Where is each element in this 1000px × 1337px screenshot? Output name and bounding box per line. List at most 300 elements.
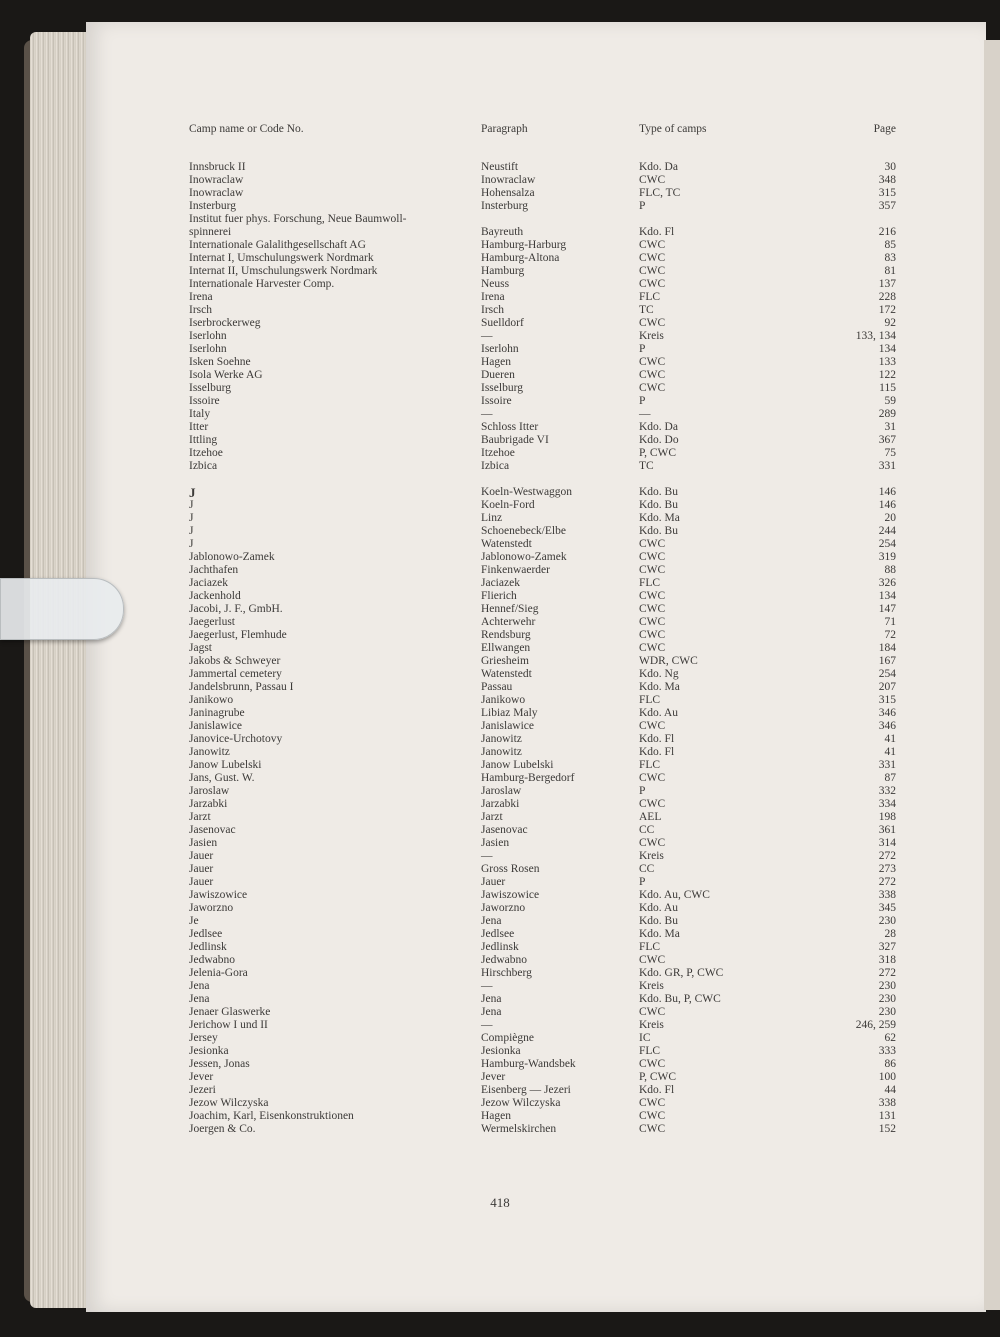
row-page: 172 [878,304,896,316]
row-type: CWC [639,720,666,732]
row-type: P, CWC [639,447,677,459]
row-page: 332 [878,785,896,797]
row-camp-name: Janowitz [189,746,230,758]
row-camp-name: Jasenovac [189,824,236,836]
row-camp-name: Jasien [189,837,218,849]
row-camp-name: Jawiszowice [189,889,248,901]
row-page: 62 [884,1032,896,1044]
row-paragraph: Hamburg-Harburg [481,239,567,251]
row-paragraph: Eisenberg — Jezeri [481,1084,571,1096]
row-camp-name: Isola Werke AG [189,369,263,381]
row-paragraph: Jedlsee [481,928,515,940]
row-type: P [639,876,646,888]
row-type: FLC [639,577,661,589]
row-type: Kdo. Au [639,707,678,719]
row-type: P [639,343,646,355]
row-type: CWC [639,252,666,264]
row-camp-name: Isken Soehne [189,356,251,368]
row-page: 272 [878,850,896,862]
row-type: CWC [639,564,666,576]
row-page: 318 [878,954,896,966]
row-paragraph: Linz [481,512,503,524]
row-type: CWC [639,356,666,368]
row-paragraph: Bayreuth [481,226,524,238]
row-camp-name: Jena [189,980,210,992]
row-camp-name: Joergen & Co. [189,1123,256,1135]
row-page: 72 [884,629,896,641]
row-type: CWC [639,174,666,186]
row-type: CWC [639,1123,666,1135]
row-page: 81 [884,265,896,277]
row-page: 28 [884,928,896,940]
row-page: 71 [884,616,896,628]
row-camp-name: Iserbrockerweg [189,317,261,329]
row-type: Kdo. Fl [639,746,675,758]
row-paragraph: Isselburg [481,382,523,394]
row-camp-name: Janovice-Urchotovy [189,733,283,745]
row-page: 207 [878,681,896,693]
row-camp-name: Itzehoe [189,447,223,459]
row-type: Kreis [639,850,664,862]
row-camp-name: Jarzt [189,811,211,823]
row-page: 41 [884,733,896,745]
row-type: CWC [639,629,666,641]
row-type: Kdo. Ng [639,668,679,680]
row-type: CWC [639,590,666,602]
row-paragraph: Finkenwaerder [481,564,550,576]
row-camp-name: Internationale Galalithgesellschaft AG [189,239,366,251]
row-paragraph: — [481,1019,493,1031]
row-page: 230 [878,980,896,992]
row-type: Kdo. GR, P, CWC [639,967,724,979]
row-camp-name: Jackenhold [189,590,241,602]
row-type: — [639,408,651,420]
row-paragraph: Hamburg [481,265,525,277]
row-page: 361 [878,824,896,836]
row-page: 147 [878,603,896,615]
row-paragraph: — [481,408,493,420]
row-page: 314 [878,837,896,849]
row-page: 326 [878,577,896,589]
row-camp-name: Jever [189,1071,214,1083]
row-page: 31 [884,421,896,433]
row-page: 289 [878,408,896,420]
row-paragraph: Neuss [481,278,510,290]
header-type: Type of camps [639,123,707,135]
row-paragraph: Dueren [481,369,515,381]
row-type: WDR, CWC [639,655,698,667]
row-paragraph: Flierich [481,590,517,602]
row-paragraph: Gross Rosen [481,863,540,875]
row-page: 254 [878,668,896,680]
row-paragraph: — [481,850,493,862]
row-paragraph: Jesionka [481,1045,521,1057]
row-type: Kdo. Ma [639,681,680,693]
row-camp-name: Jarzabki [189,798,228,810]
row-camp-name: Jelenia-Gora [189,967,248,979]
row-camp-name: Jacobi, J. F., GmbH. [189,603,283,615]
row-paragraph: Wermelskirchen [481,1123,557,1135]
row-camp-name: Jena [189,993,210,1005]
row-paragraph: Jaroslaw [481,785,522,797]
row-paragraph: Jezow Wilczyska [481,1097,561,1109]
row-type: Kdo. Bu [639,525,678,537]
row-camp-name: Janow Lubelski [189,759,262,771]
row-type: Kdo. Do [639,434,679,446]
row-paragraph: Jena [481,1006,502,1018]
row-paragraph: Jena [481,915,502,927]
row-page: 152 [878,1123,896,1135]
row-paragraph: Izbica [481,460,510,472]
row-page: 348 [878,174,896,186]
row-paragraph: Irena [481,291,505,303]
row-type: Kreis [639,330,664,342]
row-type: Kdo. Da [639,421,678,433]
row-type: CC [639,863,655,875]
row-camp-name: Janikowo [189,694,234,706]
row-camp-name: Irsch [189,304,212,316]
row-camp-name: spinnerei [189,226,232,238]
row-paragraph: Passau [481,681,513,693]
row-page: 59 [884,395,896,407]
row-page: 83 [884,252,896,264]
row-type: Kdo. Da [639,161,678,173]
row-paragraph: Jablonowo-Zamek [481,551,567,563]
row-paragraph: Neustift [481,161,519,173]
row-type: CC [639,824,655,836]
row-camp-name: Jammertal cemetery [189,668,282,680]
row-camp-name: Jablonowo-Zamek [189,551,275,563]
row-camp-name: Jerichow I und II [189,1019,268,1031]
header-page: Page [873,123,896,135]
row-camp-name: Irena [189,291,213,303]
row-page: 86 [884,1058,896,1070]
row-type: Kdo. Au, CWC [639,889,710,901]
row-camp-name: Inowraclaw [189,174,244,186]
row-type: CWC [639,278,666,290]
row-page: 115 [879,382,896,394]
row-camp-name: Jaciazek [189,577,228,589]
row-page: 273 [878,863,896,875]
row-type: P, CWC [639,1071,677,1083]
row-page: 254 [878,538,896,550]
row-paragraph: Ellwangen [481,642,531,654]
bookmark-tab [0,578,124,640]
row-type: CWC [639,369,666,381]
row-paragraph: Watenstedt [481,668,532,680]
row-type: CWC [639,616,666,628]
row-camp-name: Jauer [189,863,214,875]
row-camp-name: Janislawice [189,720,243,732]
row-paragraph: Compiègne [481,1032,535,1044]
row-paragraph: Insterburg [481,200,529,212]
row-camp-name: Jezow Wilczyska [189,1097,269,1109]
row-page: 134 [878,343,896,355]
row-type: Kreis [639,980,664,992]
row-camp-name: J [189,499,194,511]
row-type: Kreis [639,1019,664,1031]
row-type: Kdo. Ma [639,512,680,524]
row-page: 41 [884,746,896,758]
row-paragraph: Janowitz [481,746,522,758]
row-camp-name: J [189,512,194,524]
row-camp-name: Innsbruck II [189,161,246,173]
row-type: FLC [639,1045,661,1057]
row-camp-name: Jauer [189,850,214,862]
row-camp-name: Jesionka [189,1045,229,1057]
row-page: 315 [878,187,896,199]
row-camp-name: Jaegerlust [189,616,235,628]
row-type: Kdo. Ma [639,928,680,940]
row-camp-name: Izbica [189,460,218,472]
row-page: 346 [878,720,896,732]
row-type: CWC [639,772,666,784]
row-camp-name: Jenaer Glaswerke [189,1006,271,1018]
row-type: P [639,395,646,407]
row-paragraph: Janow Lubelski [481,759,554,771]
row-paragraph: Koeln-Westwaggon [481,486,573,498]
row-page: 167 [878,655,896,667]
row-paragraph: Koeln-Ford [481,499,535,511]
row-page: 100 [878,1071,896,1083]
row-page: 30 [884,161,896,173]
row-paragraph: Jena [481,993,502,1005]
row-type: FLC, TC [639,187,681,199]
row-paragraph: Schoenebeck/Elbe [481,525,566,537]
row-type: Kdo. Fl [639,733,675,745]
row-type: Kdo. Bu [639,499,678,511]
row-paragraph: Jasien [481,837,510,849]
row-paragraph: Jawiszowice [481,889,540,901]
row-camp-name: Jessen, Jonas [189,1058,250,1070]
row-type: CWC [639,538,666,550]
row-page: 315 [878,694,896,706]
row-paragraph: — [481,980,493,992]
row-type: CWC [639,1097,666,1109]
row-type: Kdo. Bu, P, CWC [639,993,721,1005]
row-type: Kdo. Fl [639,226,675,238]
row-page: 230 [878,1006,896,1018]
row-type: CWC [639,603,666,615]
row-camp-name: J [189,485,196,500]
row-type: IC [639,1032,651,1044]
row-paragraph: Iserlohn [481,343,519,355]
row-type: P [639,785,646,797]
row-paragraph: Griesheim [481,655,529,667]
row-paragraph: Hamburg-Altona [481,252,560,264]
row-page: 184 [878,642,896,654]
row-paragraph: Libiaz Maly [481,707,538,719]
row-camp-name: Janinagrube [189,707,245,719]
row-page: 44 [884,1084,896,1096]
row-page: 134 [878,590,896,602]
row-camp-name: Jauer [189,876,214,888]
book-page-edges [30,32,92,1308]
row-paragraph: Janowitz [481,733,522,745]
row-paragraph: Jasenovac [481,824,528,836]
row-camp-name: Jandelsbrunn, Passau I [189,681,294,693]
row-paragraph: Hamburg-Wandsbek [481,1058,576,1070]
row-type: CWC [639,1006,666,1018]
row-page: 146 [878,499,896,511]
row-type: CWC [639,837,666,849]
header-camp-name: Camp name or Code No. [189,123,304,135]
row-page: 331 [878,759,896,771]
row-type: Kdo. Bu [639,915,678,927]
row-paragraph: Itzehoe [481,447,515,459]
row-page: 230 [878,993,896,1005]
row-camp-name: Internationale Harvester Comp. [189,278,335,290]
row-camp-name: Jaegerlust, Flemhude [189,629,287,641]
row-page: 85 [884,239,896,251]
row-type: FLC [639,291,661,303]
row-camp-name: Jezeri [189,1084,216,1096]
row-type: FLC [639,694,661,706]
row-camp-name: Jersey [189,1032,218,1044]
row-page: 228 [878,291,896,303]
row-page: 244 [878,525,896,537]
row-page: 338 [878,1097,896,1109]
row-paragraph: Janikowo [481,694,526,706]
row-camp-name: Inowraclaw [189,187,244,199]
row-type: TC [639,304,654,316]
row-paragraph: Hirschberg [481,967,532,979]
row-type: TC [639,460,654,472]
row-camp-name: J [189,525,194,537]
row-paragraph: Issoire [481,395,512,407]
row-page: 327 [878,941,896,953]
row-paragraph: Jarzt [481,811,503,823]
row-type: P [639,200,646,212]
row-page: 357 [878,200,896,212]
row-type: CWC [639,1110,666,1122]
row-type: CWC [639,265,666,277]
row-camp-name: Internat II, Umschulungswerk Nordmark [189,265,378,277]
row-page: 334 [878,798,896,810]
row-camp-name: Jaworzno [189,902,234,914]
row-camp-name: Insterburg [189,200,237,212]
row-page: 230 [878,915,896,927]
row-page: 122 [878,369,896,381]
row-paragraph: Hagen [481,1110,512,1122]
row-type: CWC [639,1058,666,1070]
row-paragraph: Suelldorf [481,317,524,329]
row-page: 198 [878,811,896,823]
row-page: 146 [878,486,896,498]
row-camp-name: Iserlohn [189,330,227,342]
row-camp-name: Institut fuer phys. Forschung, Neue Baumwoll- [189,213,407,225]
row-page: 87 [884,772,896,784]
row-paragraph: Jedlinsk [481,941,519,953]
row-camp-name: Jans, Gust. W. [189,772,255,784]
row-paragraph: Hohensalza [481,187,535,199]
row-page: 333 [878,1045,896,1057]
row-camp-name: Internat I, Umschulungswerk Nordmark [189,252,374,264]
row-type: Kdo. Bu [639,486,678,498]
row-paragraph: — [481,330,493,342]
next-page-edge [984,40,1000,1310]
row-paragraph: Hagen [481,356,512,368]
row-page: 246, 259 [855,1019,896,1031]
row-page: 133 [878,356,896,368]
row-paragraph: Hamburg-Bergedorf [481,772,575,784]
row-page: 367 [878,434,896,446]
row-paragraph: Jauer [481,876,506,888]
row-camp-name: Jachthafen [189,564,239,576]
row-camp-name: Jakobs & Schweyer [189,655,281,667]
row-page: 319 [878,551,896,563]
row-type: CWC [639,382,666,394]
row-page: 216 [878,226,896,238]
row-page: 345 [878,902,896,914]
row-page: 75 [884,447,896,459]
row-type: Kdo. Fl [639,1084,675,1096]
row-paragraph: Rendsburg [481,629,531,641]
row-page: 338 [878,889,896,901]
row-camp-name: Itter [189,421,209,433]
row-camp-name: Iserlohn [189,343,227,355]
row-type: Kdo. Au [639,902,678,914]
row-type: CWC [639,317,666,329]
row-type: FLC [639,941,661,953]
row-page: 88 [884,564,896,576]
row-camp-name: Joachim, Karl, Eisenkonstruktionen [189,1110,354,1122]
row-page: 133, 134 [855,330,896,342]
row-camp-name: Jedwabno [189,954,235,966]
row-paragraph: Watenstedt [481,538,532,550]
row-camp-name: Je [189,915,199,927]
row-camp-name: Jagst [189,642,212,654]
row-paragraph: Jaciazek [481,577,520,589]
row-paragraph: Inowraclaw [481,174,536,186]
row-type: CWC [639,239,666,251]
row-paragraph: Schloss Itter [481,421,539,433]
row-type: AEL [639,811,662,823]
row-paragraph: Achterwehr [481,616,536,628]
row-paragraph: Jever [481,1071,506,1083]
row-camp-name: Italy [189,408,211,420]
row-paragraph: Janislawice [481,720,535,732]
row-type: CWC [639,642,666,654]
row-camp-name: Jedlinsk [189,941,227,953]
row-paragraph: Baubrigade VI [481,434,549,446]
row-camp-name: Ittling [189,434,218,446]
row-camp-name: Jedlsee [189,928,223,940]
page-number: 418 [490,1195,510,1210]
row-page: 20 [884,512,896,524]
row-page: 272 [878,967,896,979]
row-type: FLC [639,759,661,771]
row-type: CWC [639,798,666,810]
row-camp-name: Isselburg [189,382,231,394]
row-page: 131 [878,1110,896,1122]
row-page: 272 [878,876,896,888]
row-paragraph: Jarzabki [481,798,520,810]
row-paragraph: Hennef/Sieg [481,603,539,615]
row-paragraph: Irsch [481,304,504,316]
row-paragraph: Jedwabno [481,954,527,966]
header-paragraph: Paragraph [481,123,528,135]
row-paragraph: Jaworzno [481,902,526,914]
row-camp-name: Jaroslaw [189,785,230,797]
row-page: 137 [878,278,896,290]
row-page: 346 [878,707,896,719]
row-type: CWC [639,954,666,966]
row-type: CWC [639,551,666,563]
row-camp-name: Issoire [189,395,220,407]
row-page: 92 [884,317,896,329]
row-page: 331 [878,460,896,472]
